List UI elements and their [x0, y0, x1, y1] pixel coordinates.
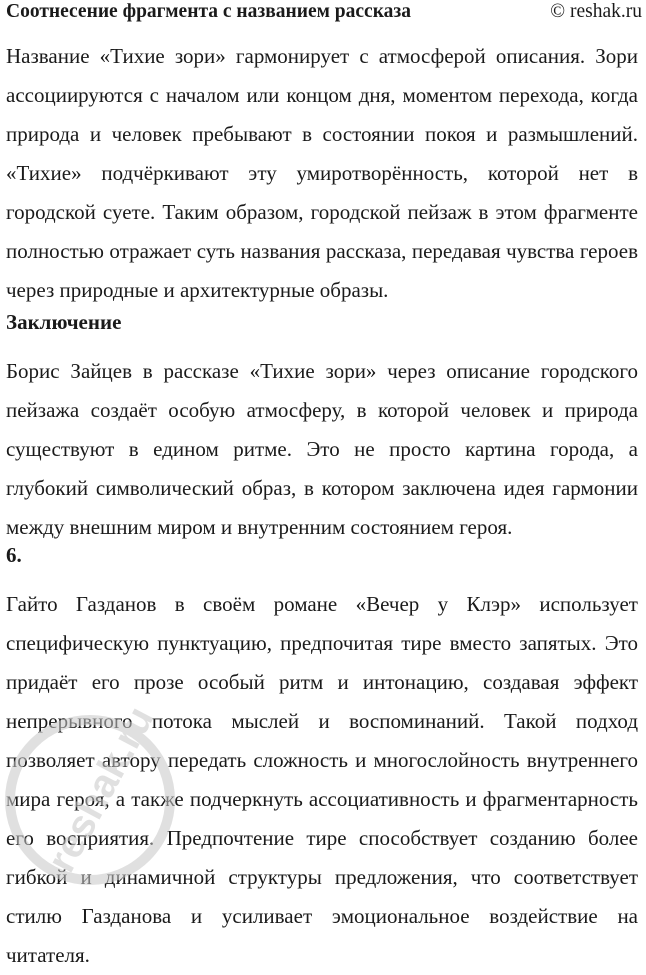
watermark-text: reshak.ru	[39, 699, 163, 880]
section-title: Соотнесение фрагмента с названием рассказа	[6, 1, 411, 22]
conclusion-heading: Заключение	[6, 310, 122, 334]
task-number: 6.	[6, 543, 22, 567]
page-header	[6, 0, 642, 26]
paragraph-title-relation: Название «Тихие зори» гармонирует с атмосферой описания. Зори ассоциируются с началом или концом дня, моментом перехода, когда природа и человек пребывают в состоянии покоя и размышлений. «Тихие» подчёркивают эту умиротворённость, которой нет в городской суете. Таким образом, городской пейзаж в этом фрагменте полностью отражает суть названия рассказа, передавая чувства героев через природные и архитектурные образы.	[6, 44, 638, 302]
paragraph-gazdanov: Гайто Газданов в своём романе «Вечер у Клэр» использует специфическую пунктуацию, предпочитая тире вместо запятых. Это придаёт его прозе особый ритм и интонацию, создавая эффект непрерывного потока мыслей и воспоминаний. Такой подход позволяет автору передать сложность и многослойность внутреннего мира героя, а также подчеркнуть ассоциативность и фрагментарность его восприятия. Предпочтение тире способствует созданию более гибкой и динамичной структуры предложения, что соответствует стилю Газданова и усиливает эмоциональное воздействие на читателя.	[6, 592, 638, 967]
source-credit: © reshak.ru	[550, 1, 642, 22]
paragraph-conclusion: Борис Зайцев в рассказе «Тихие зори» через описание городского пейзажа создаёт особую атмосферу, в которой человек и природа существуют в едином ритме. Это не просто картина города, а глубокий символический образ, в котором заключена идея гармонии между внешним миром и внутренним состоянием героя.	[6, 359, 638, 539]
